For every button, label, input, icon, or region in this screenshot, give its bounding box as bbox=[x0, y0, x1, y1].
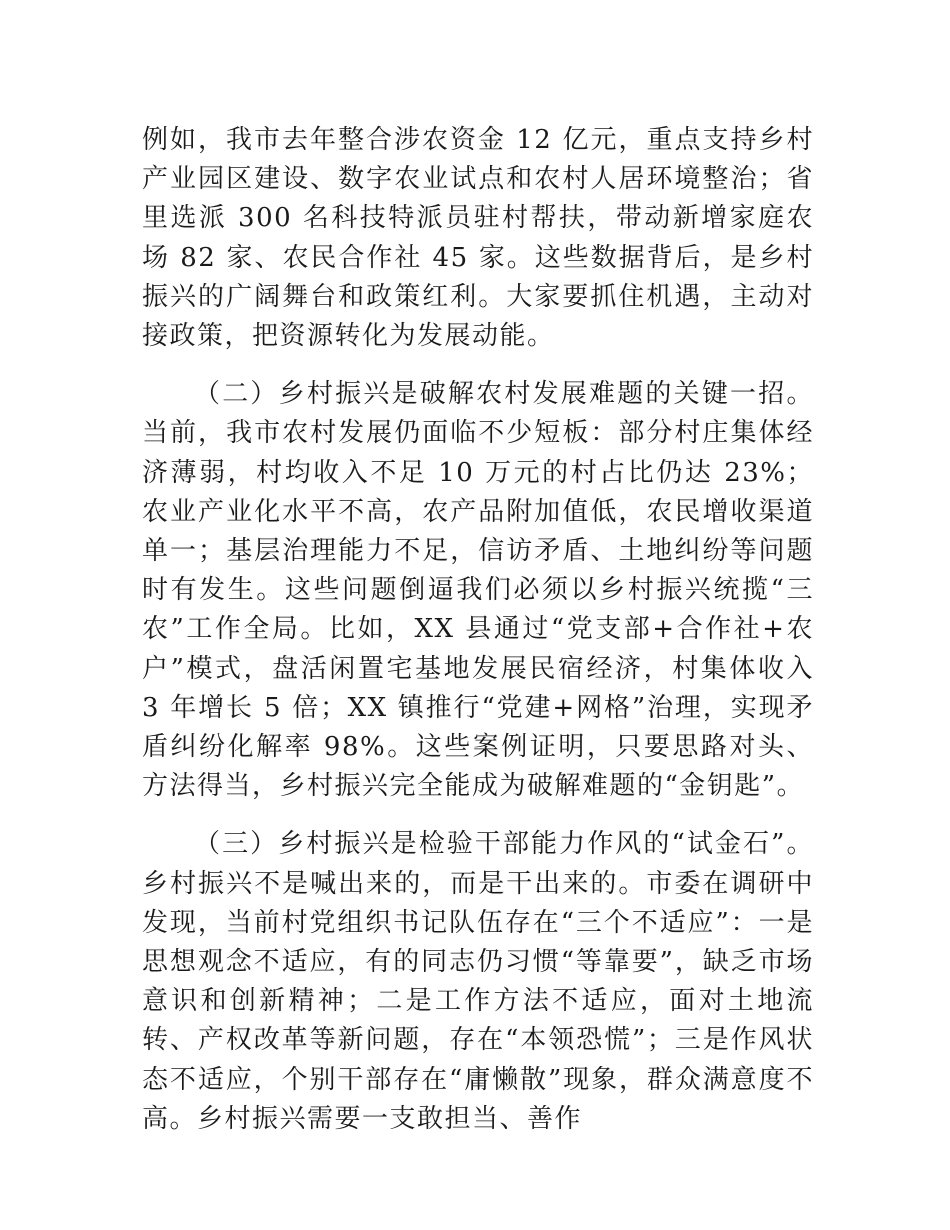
paragraph-development-challenges: （二）乡村振兴是破解农村发展难题的关键一招。当前，我市农村发展仍面临不少短板：部分村庄集体经济薄弱，村均收入不足 10 万元的村占比仍达 23%；农业产业化水平不高，农产品附加值低，农民增收渠道单一；基层治理能力不足，信访矛盾、土地纠纷等问题时有发生。这些问题倒逼我们必须以乡村振兴统揽“三农”工作全局。比如，XX 县通过“党支部+合作社+农户”模式，盘活闲置宅基地发展民宿经济，村集体收入 3 年增长 5 倍；XX 镇推行“党建+网格”治理，实现矛盾纠纷化解率 98%。这些案例证明，只要思路对头、方法得当，乡村振兴完全能成为破解难题的“金钥匙”。 bbox=[142, 379, 814, 802]
paragraph-policy-funding: 例如，我市去年整合涉农资金 12 亿元，重点支持乡村产业园区建设、数字农业试点和农村人居环境整治；省里选派 300 名科技特派员驻村帮扶，带动新增家庭农场 82 家、农民合作社 45 家。这些数据背后，是乡村振兴的广阔舞台和政策红利。大家要抓住机遇，主动对接政策，把资源转化为发展动能。 bbox=[142, 125, 814, 352]
document-body bbox=[142, 121, 814, 1139]
paragraph-cadre-ability: （三）乡村振兴是检验干部能力作风的“试金石”。乡村振兴不是喊出来的，而是干出来的。市委在调研中发现，当前村党组织书记队伍存在“三个不适应”：一是思想观念不适应，有的同志仍习惯“等靠要”，缺乏市场意识和创新精神；二是工作方法不适应，面对土地流转、产权改革等新问题，存在“本领恐慌”；三是作风状态不适应，个别干部存在“庸懒散”现象，群众满意度不高。乡村振兴需要一支敢担当、善作 bbox=[142, 829, 814, 1134]
